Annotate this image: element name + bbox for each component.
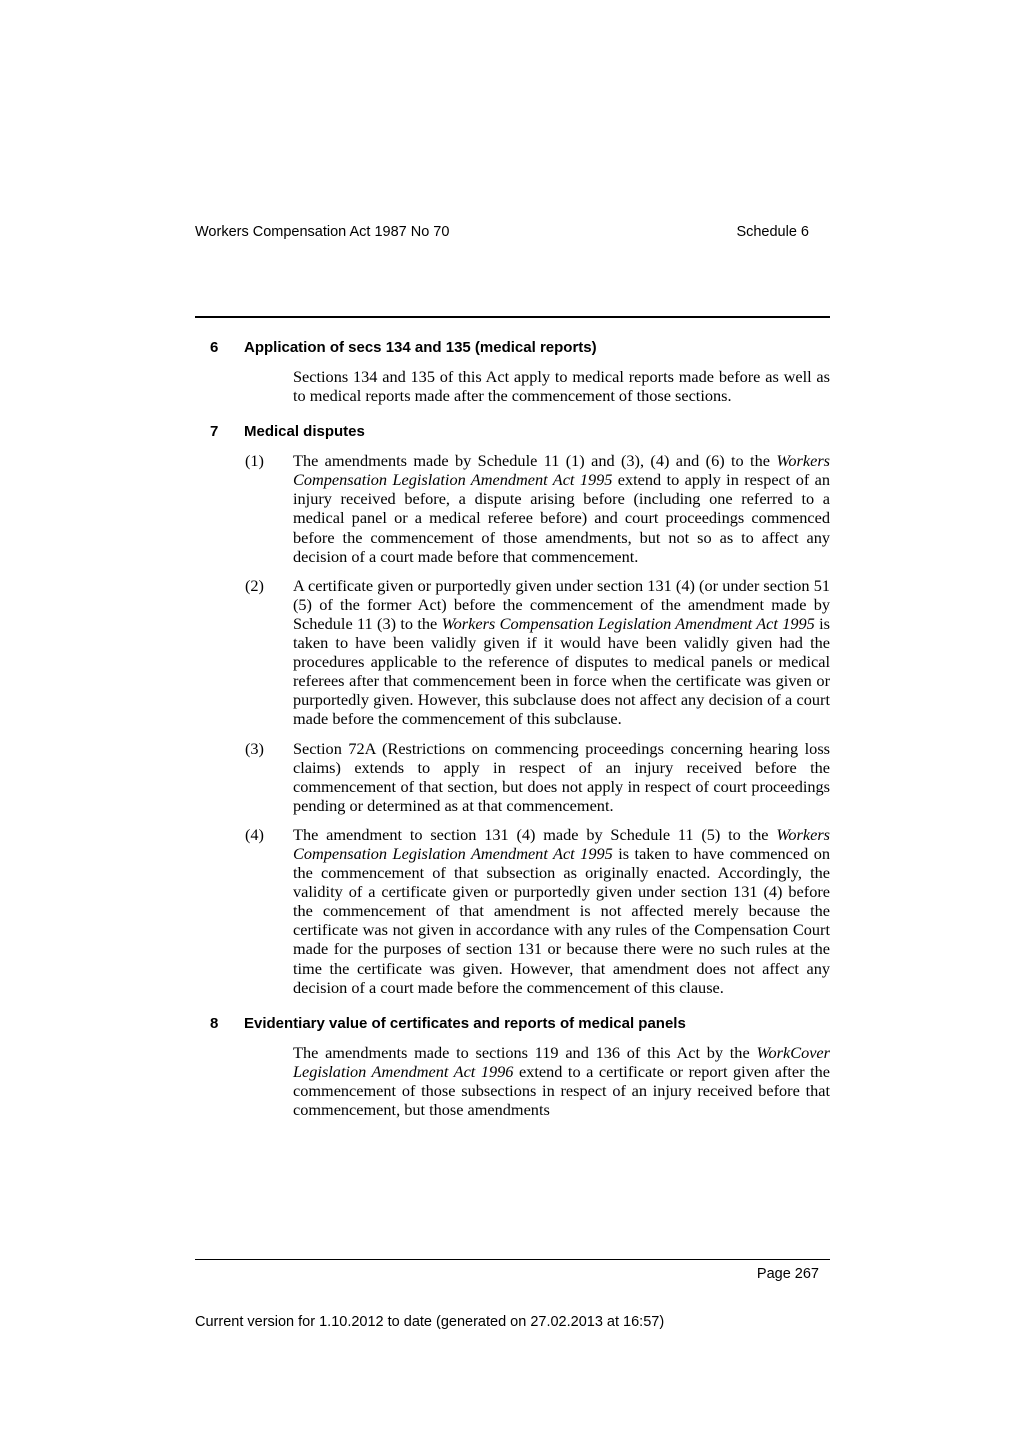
version-note: Current version for 1.10.2012 to date (generated on 27.02.2013 at 16:57) (195, 1314, 665, 1330)
footer-rule (195, 1259, 830, 1260)
header-act-title: Workers Compensation Act 1987 No 70 (195, 224, 450, 240)
subclause-3 (195, 739, 830, 815)
clause-number: 7 (210, 423, 219, 441)
clause-title: Evidentiary value of certificates and reports of medical panels (244, 1014, 686, 1032)
subclause-text: A certificate given or purportedly given under section 131 (4) (or under section 51 (5) of the former Act) before the commencement of the amendment made by Schedule 11 (3) to the Workers Compensation Legislation Amendment Act 1995 is taken to have been validly given if it would have been validly given had the procedures applicable to the reference of disputes to medical panels or medical referees after that commencement been in force when the certificate was given or purportedly given. However, this subclause does not affect any decision of a court made before the commencement of this subclause. (293, 575, 830, 729)
act-citation: Workers Compensation Legislation Amendment Act 1995 (441, 613, 815, 633)
subclause-2 (195, 576, 830, 729)
clause-8 (195, 1014, 830, 1119)
clause-heading (195, 1014, 830, 1033)
clause-number: 8 (210, 1014, 219, 1032)
subclause-number: (1) (245, 451, 264, 471)
subclause-1 (195, 451, 830, 566)
subclause-text: The amendment to section 131 (4) made by Schedule 11 (5) to the Workers Compensation Legislation Amendment Act 1995 is taken to have commenced on the commencement of that subsection as originally enacted. Accordingly, the validity of a certificate given or purportedly given under section 131 (4) before the commencement of that amendment is not affected merely because the certificate was not given in accordance with any rules of the Compensation Court made for the purposes of section 131 or because there were no such rules at the time the certificate was given. However, that amendment does not affect any decision of a court made before the commencement of this clause. (293, 824, 831, 997)
document-body (195, 338, 830, 1136)
page-number: Page 267 (756, 1266, 819, 1282)
subclause-number: (4) (245, 824, 264, 844)
clause-7 (195, 422, 830, 997)
act-citation: WorkCover Legislation Amendment Act 1996 (293, 1042, 830, 1081)
clause-heading (195, 338, 830, 357)
clause-title: Medical disputes (244, 423, 365, 441)
clause-title: Application of secs 134 and 135 (medical reports) (244, 339, 597, 356)
header-schedule: Schedule 6 (736, 224, 809, 240)
subclause-text: The amendments made by Schedule 11 (1) and (3), (4) and (6) to the Workers Compensation Legislation Amendment Act 1995 extend to apply in respect of an injury received before, a dispute arising before (including one referred to a medical panel or a medical referee before) and court proceedings commenced before the commencement of those amendments, but not so as to affect any decision of a court made before that commencement. (293, 451, 831, 566)
clause-6 (195, 338, 830, 405)
clause-text: Sections 134 and 135 of this Act apply to medical reports made before as well as to medical reports made after the commencement of those sections. (293, 367, 830, 406)
header-rule (195, 316, 830, 318)
running-header (195, 224, 809, 240)
clause-number: 6 (210, 339, 219, 356)
subclause-4 (195, 825, 830, 997)
subclause-number: (3) (245, 738, 264, 758)
act-citation: Workers Compensation Legislation Amendment Act 1995 (293, 824, 830, 863)
clause-text: The amendments made to sections 119 and 136 of this Act by the WorkCover Legislation Amendment Act 1996 extend to a certificate or report given after the commencement of those subsections in respect of an injury received before that commencement, but those amendments (293, 1042, 831, 1119)
act-citation: Workers Compensation Legislation Amendment Act 1995 (293, 451, 830, 490)
clause-heading (195, 422, 830, 441)
subclause-text: Section 72A (Restrictions on commencing proceedings concerning hearing loss claims) extends to apply in respect of an injury received before the commencement of that section, but does not apply in respect of court proceedings pending or determined as at that commencement. (293, 738, 830, 815)
subclause-number: (2) (245, 575, 264, 595)
